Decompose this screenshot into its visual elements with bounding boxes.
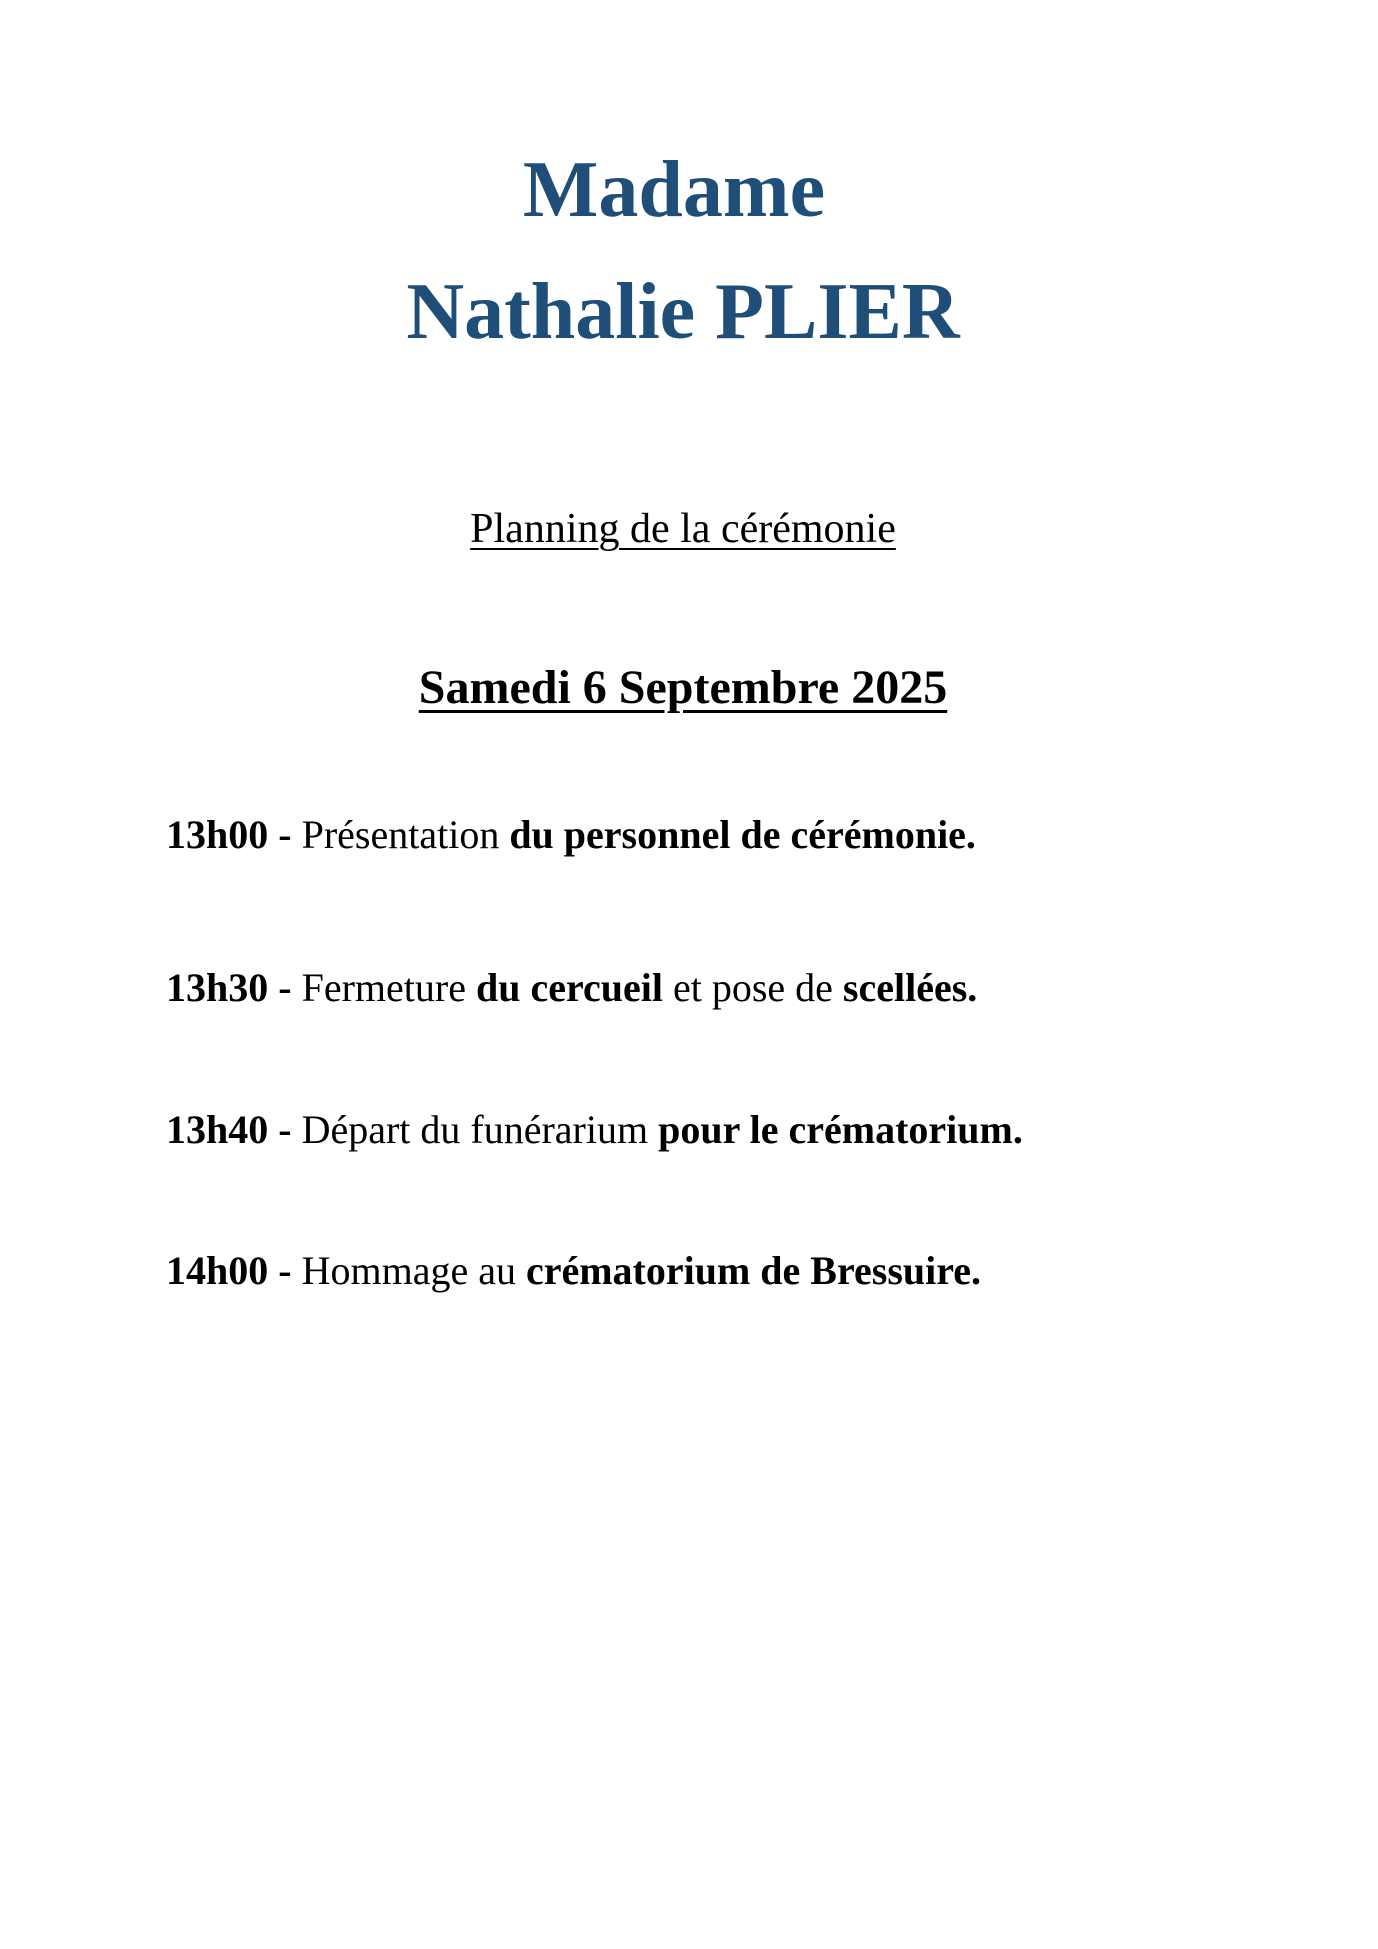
schedule-time: 13h00 -: [166, 812, 292, 857]
schedule-text-bold: pour le crématorium.: [658, 1107, 1023, 1152]
title-salutation: Madame: [522, 146, 826, 234]
title-name: Nathalie PLIER: [406, 268, 960, 356]
schedule-item: [166, 1107, 1023, 1152]
schedule-text: et pose de: [662, 965, 843, 1010]
schedule-time: 13h30 -: [166, 965, 292, 1010]
ceremony-date: Samedi 6 Septembre 2025: [418, 661, 948, 714]
schedule-text-bold: crématorium de Bressuire.: [525, 1248, 982, 1293]
subtitle-planning: Planning de la cérémonie: [470, 506, 896, 552]
schedule-text-bold: du cercueil: [475, 965, 663, 1010]
schedule-item: [166, 965, 978, 1010]
schedule-time: 14h00 -: [166, 1248, 292, 1293]
schedule-text: Fermeture: [291, 965, 476, 1010]
schedule-text-bold: du personnel de cérémonie.: [509, 812, 976, 857]
schedule-text: Hommage au: [291, 1248, 526, 1293]
schedule-time: 13h40 -: [166, 1107, 292, 1152]
schedule-text-bold: scellées.: [842, 965, 978, 1010]
schedule-text: Départ du funérarium: [291, 1107, 659, 1152]
schedule-item: [166, 812, 976, 857]
schedule-text: Présentation: [291, 812, 510, 857]
schedule-item: [166, 1248, 982, 1293]
